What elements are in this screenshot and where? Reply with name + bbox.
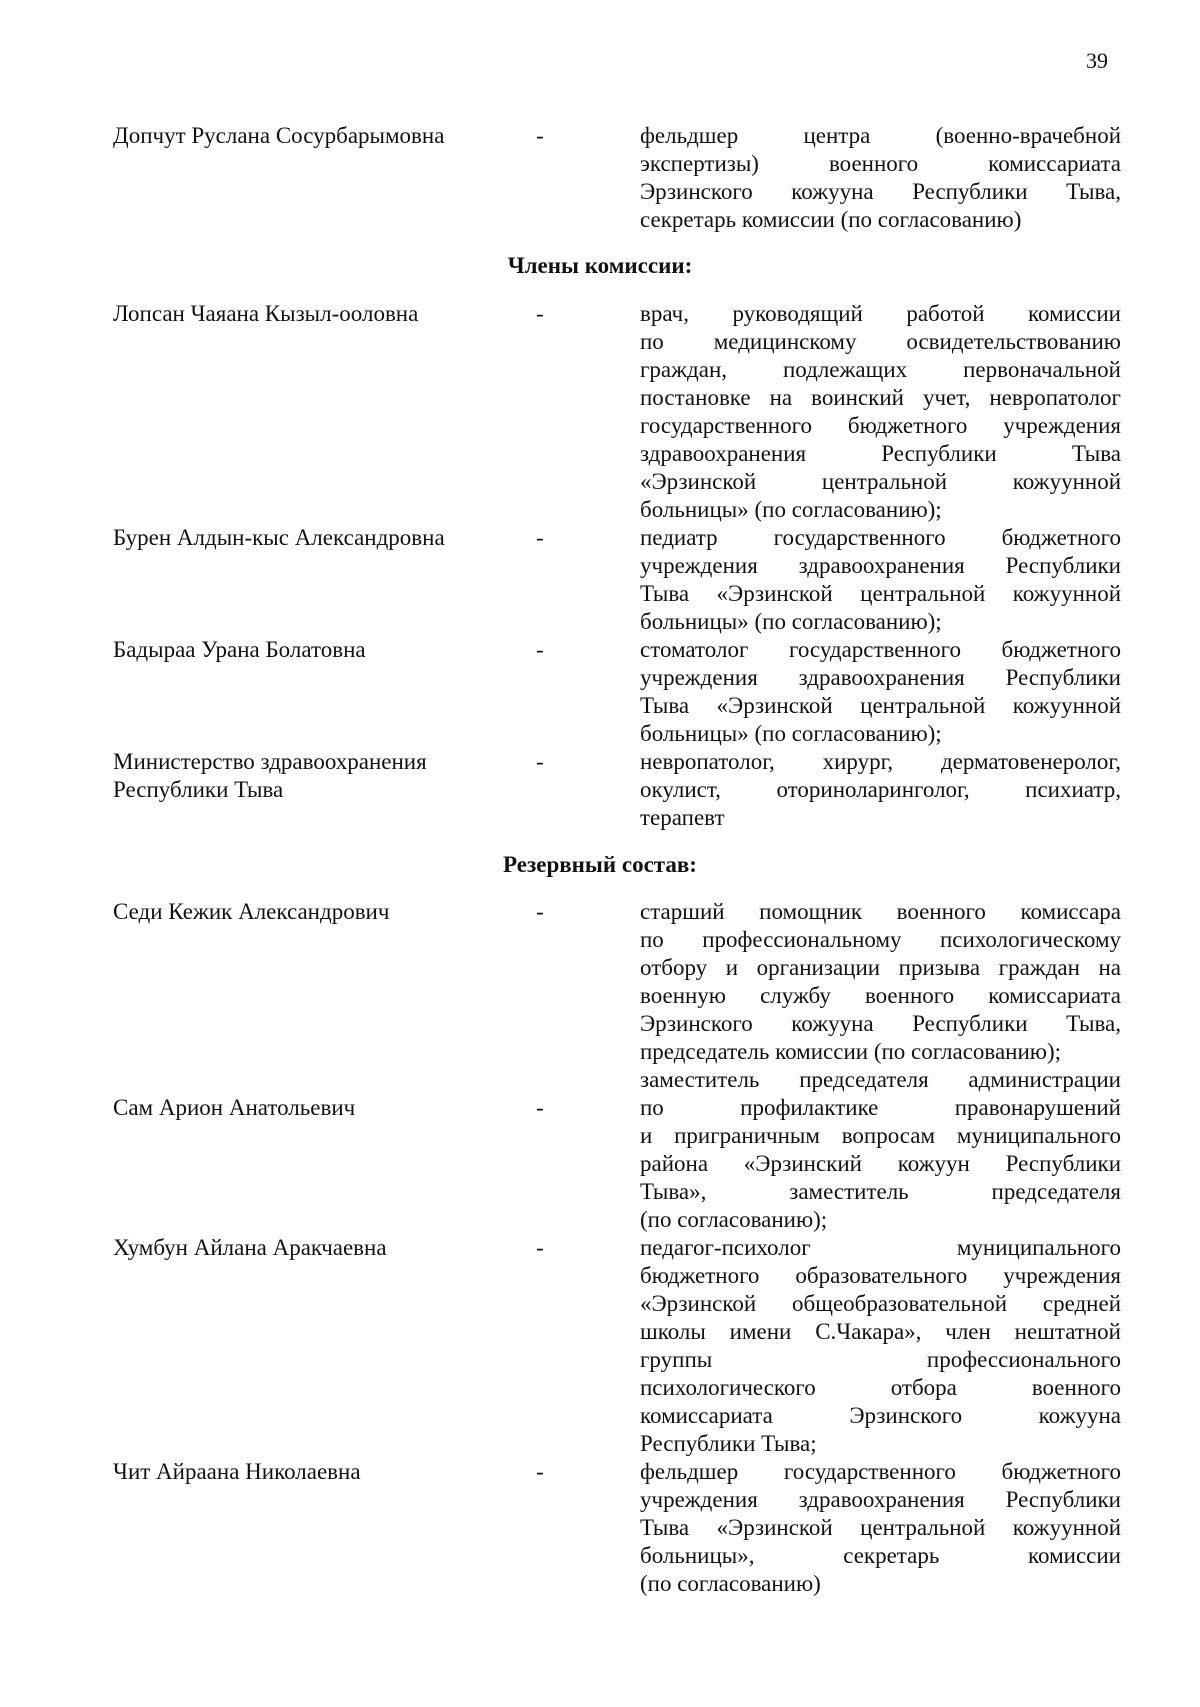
member-name: Сам Арион Анатольевич <box>113 1095 356 1120</box>
role-line: невропатолог, хирург, дерматовенеролог, <box>640 749 1121 774</box>
role-line: Тыва «Эрзинской центральной кожуунной <box>640 581 1121 606</box>
role-line: председатель комиссии (по согласованию); <box>640 1039 1062 1064</box>
role-line: Эрзинского кожууна Республики Тыва, <box>640 1011 1121 1036</box>
role-line: отбору и организации призыва граждан на <box>640 955 1121 980</box>
role-line: педагог-психолог муниципального <box>640 1235 1121 1260</box>
role-line: больницы» (по согласованию); <box>640 609 942 634</box>
member-name: Бадыраа Урана Болатовна <box>113 637 366 662</box>
member-role <box>640 300 1121 524</box>
role-line: здравоохранения Республики Тыва <box>640 441 1121 466</box>
dash-separator: - <box>536 899 544 924</box>
member-name: Лопсан Чаяана Кызыл-ооловна <box>113 301 419 326</box>
role-line: района «Эрзинский кожуун Республики <box>640 1151 1121 1176</box>
member-name: Хумбун Айлана Аракчаевна <box>113 1235 387 1260</box>
role-line: (по согласованию) <box>640 1571 821 1596</box>
role-line: по медицинскому освидетельствованию <box>640 329 1121 354</box>
role-line: Тыва «Эрзинской центральной кожуунной <box>640 1515 1121 1540</box>
member-name: Бурен Алдын-кыс Александровна <box>113 525 445 550</box>
role-line: учреждения здравоохранения Республики <box>640 665 1121 690</box>
role-line: (по согласованию); <box>640 1207 828 1232</box>
dash-separator: - <box>536 749 544 774</box>
role-line: больницы» (по согласованию); <box>640 497 942 522</box>
dash-separator: - <box>536 1095 544 1120</box>
member-name: Седи Кежик Александрович <box>113 899 390 924</box>
dash-separator: - <box>536 301 544 326</box>
role-line: учреждения здравоохранения Республики <box>640 553 1121 578</box>
member-name: Чит Айраана Николаевна <box>113 1459 361 1484</box>
member-role <box>640 748 1121 832</box>
role-line: бюджетного образовательного учреждения <box>640 1263 1121 1288</box>
dash-separator: - <box>536 1459 544 1484</box>
member-name: Допчут Руслана Сосурбарымовна <box>113 123 445 148</box>
role-line: государственного бюджетного учреждения <box>640 413 1121 438</box>
role-line: Тыва», заместитель председателя <box>640 1179 1121 1204</box>
role-line: педиатр государственного бюджетного <box>640 525 1121 550</box>
member-role <box>640 1094 1121 1234</box>
role-line: врач, руководящий работой комиссии <box>640 301 1121 326</box>
dash-separator: - <box>536 1235 544 1260</box>
role-line: стоматолог государственного бюджетного <box>640 637 1121 662</box>
reserve-heading: Резервный состав: <box>503 852 697 877</box>
role-line: заместитель председателя администрации <box>640 1067 1121 1092</box>
role-line: постановке на воинский учет, невропатолог <box>640 385 1121 410</box>
role-line: военную службу военного комиссариата <box>640 983 1121 1008</box>
members-heading: Члены комиссии: <box>507 253 693 278</box>
role-line: терапевт <box>640 805 725 830</box>
member-role <box>640 524 1121 636</box>
role-line: окулист, оториноларинголог, психиатр, <box>640 777 1121 802</box>
role-line: по профессиональному психологическому <box>640 927 1121 952</box>
role-line: учреждения здравоохранения Республики <box>640 1487 1121 1512</box>
role-line: школы имени С.Чакара», член нештатной <box>640 1319 1121 1344</box>
member-role <box>640 636 1121 748</box>
role-line: граждан, подлежащих первоначальной <box>640 357 1121 382</box>
role-line: по профилактике правонарушений <box>640 1095 1121 1120</box>
member-name: Министерство здравоохранения Республики Тыва <box>113 749 427 802</box>
role-line: фельдшер государственного бюджетного <box>640 1459 1121 1484</box>
member-role <box>640 1234 1121 1458</box>
member-role <box>640 122 1121 234</box>
role-line: группы профессионального <box>640 1347 1121 1372</box>
role-line: Эрзинского кожууна Республики Тыва, <box>640 179 1121 204</box>
member-role <box>640 898 1121 1094</box>
role-line: и приграничным вопросам муниципального <box>640 1123 1121 1148</box>
role-line: Республики Тыва; <box>640 1431 817 1456</box>
member-role <box>640 1458 1121 1598</box>
page-number: 39 <box>1086 48 1108 73</box>
dash-separator: - <box>536 525 544 550</box>
role-line: психологического отбора военного <box>640 1375 1121 1400</box>
dash-separator: - <box>536 123 544 148</box>
dash-separator: - <box>536 637 544 662</box>
role-line: «Эрзинской центральной кожуунной <box>640 469 1121 494</box>
role-line: секретарь комиссии (по согласованию) <box>640 207 1022 232</box>
role-line: фельдшер центра (военно-врачебной <box>640 123 1121 148</box>
role-line: экспертизы) военного комиссариата <box>640 151 1121 176</box>
role-line: комиссариата Эрзинского кожууна <box>640 1403 1121 1428</box>
role-line: «Эрзинской общеобразовательной средней <box>640 1291 1121 1316</box>
role-line: больницы» (по согласованию); <box>640 721 942 746</box>
role-line: больницы», секретарь комиссии <box>640 1543 1121 1568</box>
role-line: Тыва «Эрзинской центральной кожуунной <box>640 693 1121 718</box>
role-line: старший помощник военного комиссара <box>640 899 1121 924</box>
